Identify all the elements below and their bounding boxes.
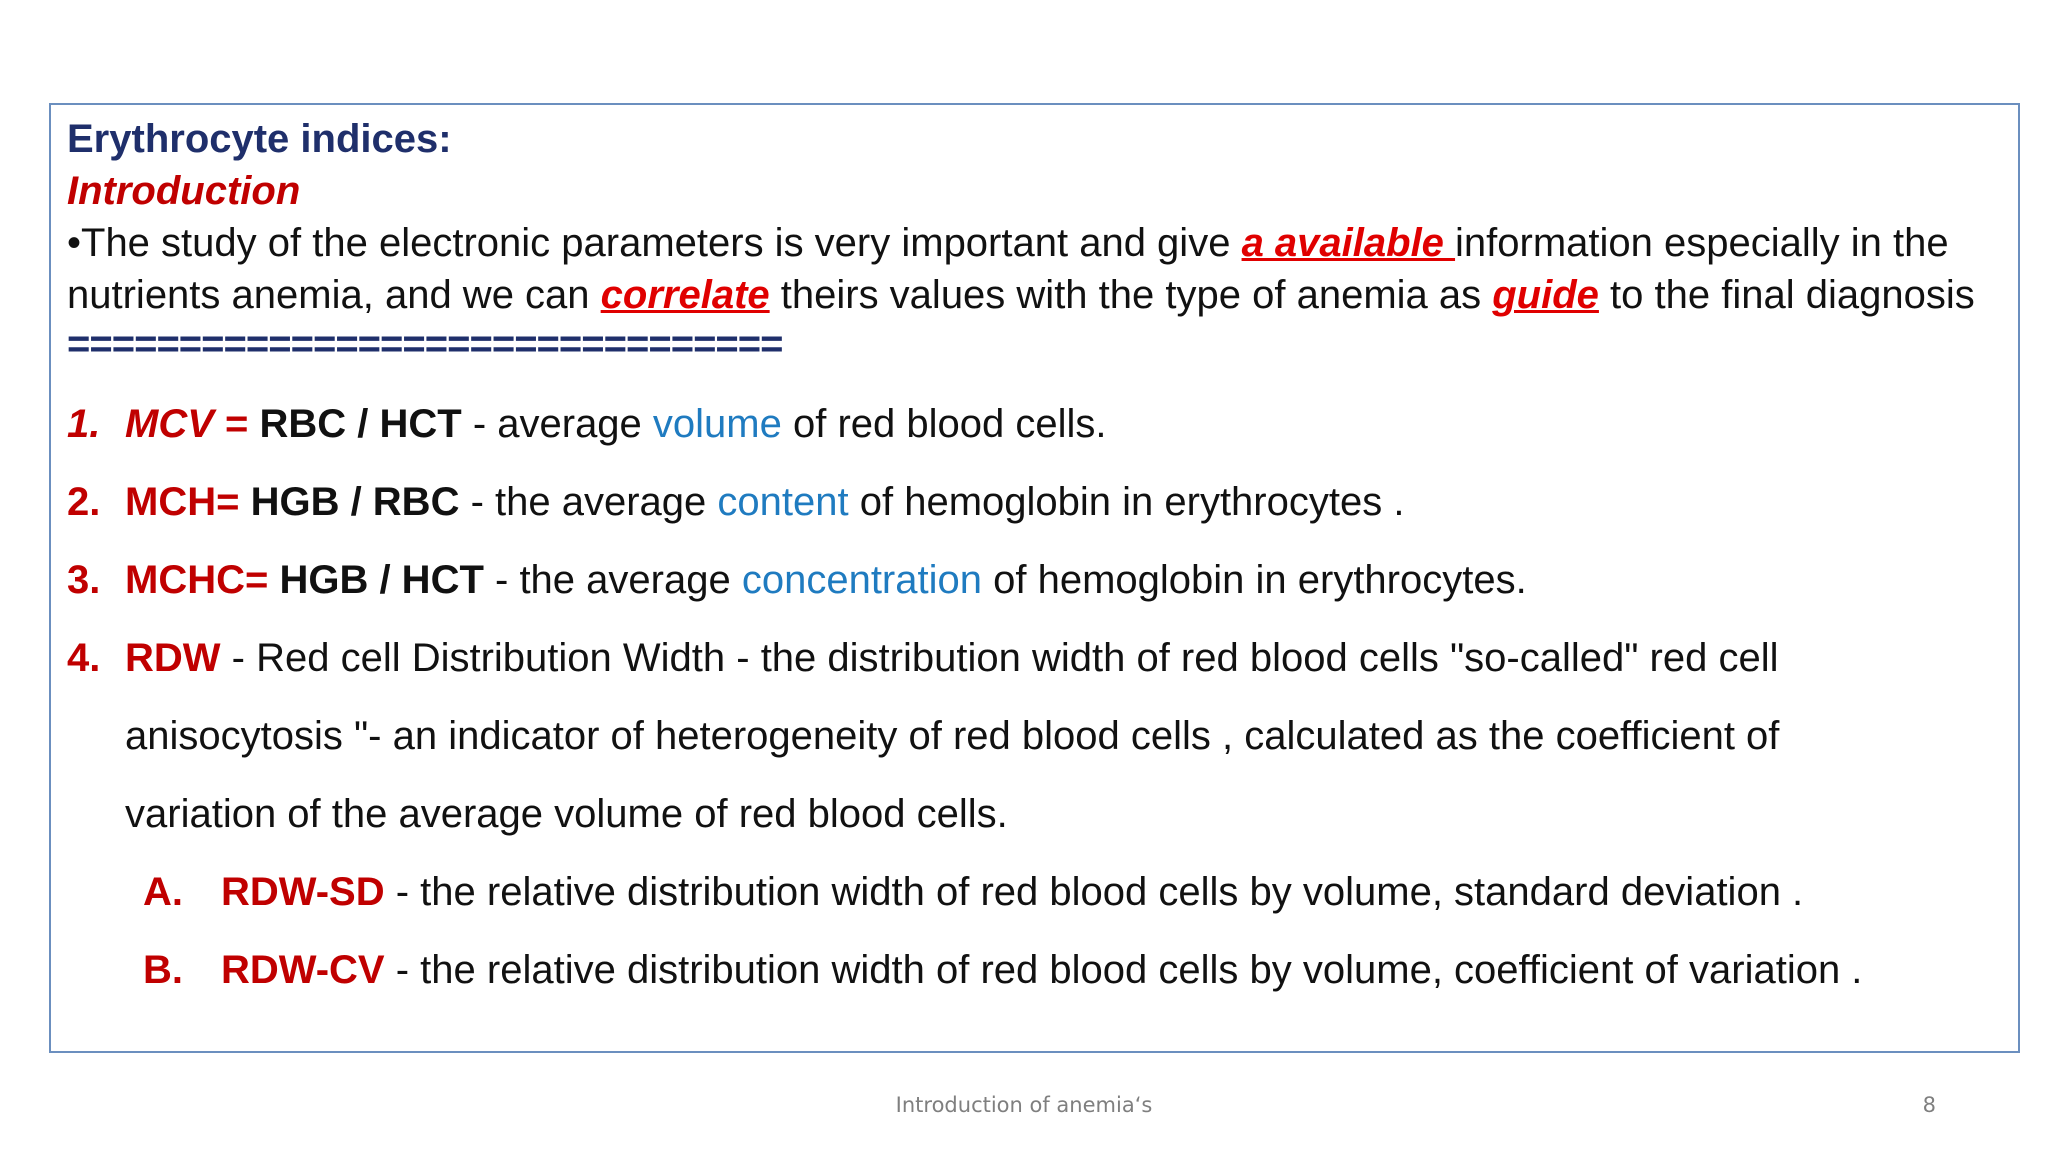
item-eq: = xyxy=(213,402,249,446)
item-keyword: content xyxy=(717,480,849,524)
item-text xyxy=(125,385,1107,463)
item-number: 1. xyxy=(67,402,101,446)
item-desc: of hemoglobin in erythrocytes . xyxy=(848,480,1405,524)
list-item-mch xyxy=(67,463,2002,541)
item-formula: HGB / HCT xyxy=(268,558,484,602)
item-line: variation of the average volume of red blood cells. xyxy=(125,792,1008,836)
item-number: 2. xyxy=(67,480,101,524)
item-number: 3. xyxy=(67,558,101,602)
sub-item-rdw-cv xyxy=(67,931,2002,1009)
item-number: 4. xyxy=(67,636,101,680)
item-line: anisocytosis "- an indicator of heterogeneity of red blood cells , calculated as the coefficient of xyxy=(125,714,1780,758)
page-number: 8 xyxy=(1922,1093,1936,1117)
item-keyword: concentration xyxy=(741,558,982,602)
item-desc: - the average xyxy=(483,558,742,602)
sub-item-text xyxy=(221,931,1862,1009)
intro-text: theirs values with the type of anemia as xyxy=(769,273,1493,317)
item-abbr: MCV xyxy=(125,402,214,446)
sub-item-letter: B. xyxy=(143,948,183,992)
separator-line: ================================ xyxy=(67,322,783,366)
highlight-guide: guide xyxy=(1492,273,1599,317)
list-item-mcv xyxy=(67,385,2002,463)
item-formula: RBC / HCT xyxy=(248,402,462,446)
footer-title: Introduction of anemia‘s xyxy=(895,1093,1153,1117)
sub-item-abbr: RDW-CV xyxy=(221,948,385,992)
slide-heading: Erythrocyte indices: xyxy=(67,117,452,161)
sub-item-rdw-sd xyxy=(67,853,2002,931)
item-text xyxy=(125,463,1404,541)
highlight-a-available: a available xyxy=(1241,221,1456,265)
item-desc: of red blood cells. xyxy=(781,402,1107,446)
sub-item-text xyxy=(221,853,1803,931)
sub-item-desc: - the relative distribution width of red blood cells by volume, coefficient of variation . xyxy=(384,948,1863,992)
item-desc: of hemoglobin in erythrocytes. xyxy=(981,558,1527,602)
slide-subheading: Introduction xyxy=(67,169,301,213)
sub-item-abbr: RDW-SD xyxy=(221,870,385,914)
intro-text: •The study of the electronic parameters is very important and give xyxy=(67,221,1242,265)
item-line xyxy=(125,619,1779,697)
item-text xyxy=(125,541,1527,619)
item-abbr: MCHC= xyxy=(125,558,269,602)
intro-paragraph xyxy=(67,217,2002,321)
content-box xyxy=(49,103,2020,1053)
item-keyword: volume xyxy=(652,402,782,446)
intro-text: to the final diagnosis xyxy=(1598,273,1975,317)
item-abbr: MCH= xyxy=(125,480,240,524)
item-formula: HGB / RBC xyxy=(239,480,460,524)
item-desc: - the average xyxy=(459,480,718,524)
item-text xyxy=(125,619,1779,853)
list-item-rdw xyxy=(67,619,2002,853)
item-desc: - Red cell Distribution Width - the distribution width of red blood cells "so-called" red cell xyxy=(220,636,1779,680)
item-abbr: RDW xyxy=(125,636,221,680)
item-desc: - average xyxy=(461,402,653,446)
highlight-correlate: correlate xyxy=(600,273,770,317)
intro-text: information especially in the nutrients anemia, and we can xyxy=(67,221,1949,317)
sub-item-desc: - the relative distribution width of red blood cells by volume, standard deviation . xyxy=(384,870,1804,914)
sub-item-letter: A. xyxy=(143,870,183,914)
list-item-mchc xyxy=(67,541,2002,619)
